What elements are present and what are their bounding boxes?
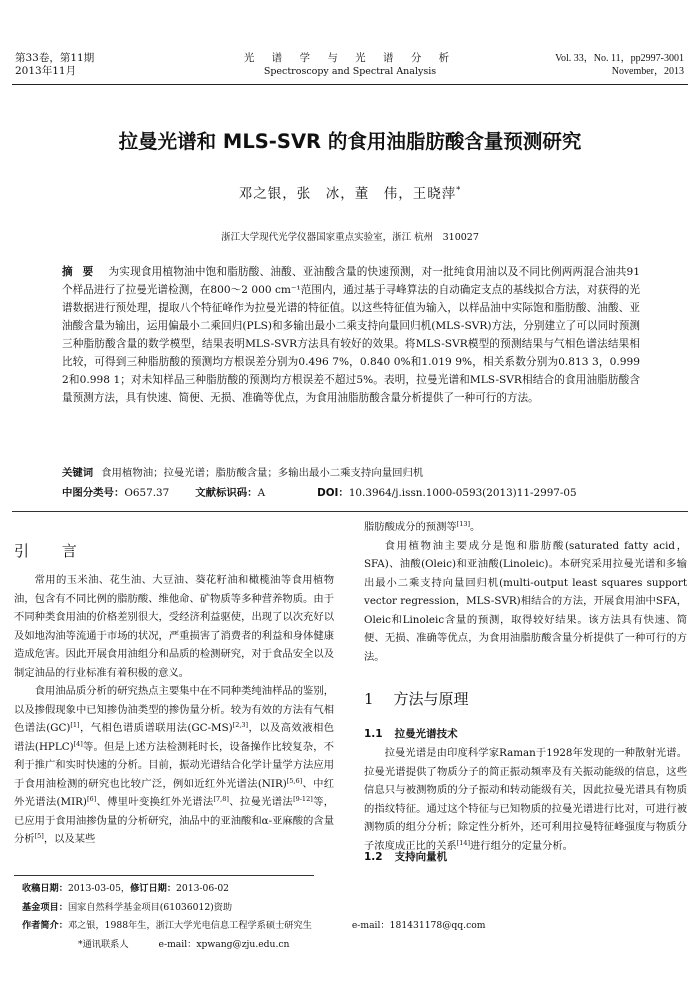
journal-date: 2013年11月 [15, 65, 77, 77]
intro-paragraph-2: 食用油品质分析的研究热点主要集中在不同种类纯油样品的鉴别，以及掺假现象中已知掺伪油类型的掺伪量分析。较为有效的方法有气相色谱法(GC)[1]，气相色谱质谱联用法(GC-MS)[2,3]，以及高效液相色谱法(HPLC)[4]等。但是上述方法检测耗时长，设备操作比较复杂，不利于推广和实时快速的分析。目前，振动光谱结合化学计量学方法应用于食用油检测的研究也比较广泛，例如近红外光谱法(NIR)[5,6]、中红外光谱法(MIR)[6]、傅里叶变换红外光谱法[7,8]、拉曼光谱法[9-12]等，已应用于食用油掺伪量的分析研究，油品中的亚油酸和α-亚麻酸的含量分析[5]，以及某些 [14, 685, 335, 845]
contact-email[interactable]: e-mail：xpwang@zju.edu.cn [158, 938, 290, 950]
section-title: 方法与原理 [393, 690, 469, 708]
citation-ref[interactable]: [13] [456, 520, 471, 528]
footnote-divider [14, 875, 314, 876]
raman-paragraph: 拉曼光谱是由印度科学家Raman于1928年发现的一种散射光谱。拉曼光谱提供了物质分子的简正振动频率及有关振动能级的信息，这些信息只与被测物质的分子振动和转动能级有关，因此拉曼光谱具有物质的指纹特征。通过这个特征与已知物质的拉曼光谱进行比对，可进行被测物质的组分分析；除定性分析外，还可利用拉曼特征峰强度与物质分子浓度成正比的关系[14]进行组分的定量分析。 [364, 747, 687, 852]
journal-month: November，2013 [611, 66, 684, 77]
paper-title: 拉曼光谱和 MLS-SVR 的食用油脂肪酸含量预测研究 [118, 130, 582, 153]
citation-ref[interactable]: [6] [86, 795, 97, 803]
footnote-funding: 基金项目：国家自然科学基金项目(61036012)资助 [22, 901, 233, 913]
doc-code-label: 文献标识码： [195, 487, 258, 499]
citation-ref[interactable]: [14] [456, 838, 471, 847]
classification-line [62, 484, 662, 502]
citation-ref[interactable]: [2,3] [232, 721, 249, 729]
author-email[interactable]: e-mail：181431178@qq.com [351, 920, 486, 931]
clc-value: O657.37 [124, 487, 170, 499]
affiliation: 浙江大学现代光学仪器国家重点实验室，浙江 杭州 310027 [221, 232, 479, 243]
intro-body [14, 571, 334, 849]
citation-ref[interactable]: [7,8] [213, 795, 229, 803]
corresponding-author-mark: * [456, 185, 462, 195]
abstract-text: 为实现食用植物油中饱和脂肪酸、油酸、亚油酸含量的快速预测，对一批纯食用油以及不同比例两两混合油共91个样品进行了拉曼光谱检测，在800～2 000 cm⁻¹范围内，通过基于寻峰算法的自动确定支点的基线拟合方法，对获得的光谱数据进行预处理，提取八个特征峰作为拉曼光谱的特征值。以这些特征值为输入，以样品油中实际饱和脂肪酸、油酸、亚油酸含量为输出，运用偏最小二乘回归(PLS)和多输出最小二乘支持向量回归机(MLS-SVR)方法，分别建立了可以同时预测三种脂肪酸含量的数学模型，结果表明MLS-SVR方法具有较好的效果。将MLS-SVR模型的预测结果与气相色谱法结果相比较，可得到三种脂肪酸的预测均方根误差分别为0.496 7%，0.840 0%和1.019 9%，相关系数分别为0.813 3，0.999 2和0.998 1；对未知样品三种脂肪酸的预测均方根误差不超过5%。表明，拉曼光谱和MLS-SVR相结合的食用油脂肪酸含量预测方法，具有快速、简便、无损、准确等优点，为食用油脂肪酸含量分析提供了一种可行的方法。 [62, 266, 640, 404]
keywords-label: 关键词 [62, 467, 94, 479]
citation-ref[interactable]: [5] [34, 832, 44, 840]
continued-text: 脂肪酸成分的预测等[13]。 [364, 520, 481, 533]
abstract [62, 263, 640, 407]
journal-pages: Vol. 33，No. 11，pp2997-3001 [555, 53, 684, 64]
clc-label: 中图分类号： [62, 487, 125, 499]
journal-pages-info [555, 52, 684, 78]
doc-code-value: A [257, 487, 266, 499]
abstract-label: 摘 要 [62, 266, 97, 278]
authors-names: 邓之银，张 冰，董 伟，王晓萍 [238, 186, 457, 202]
keywords [62, 464, 662, 482]
journal-name-en: Spectroscopy and Spectral Analysis [263, 66, 437, 77]
citation-ref[interactable]: [5,6] [286, 776, 303, 785]
citation-ref[interactable]: [1] [70, 721, 80, 729]
abstract-divider [12, 511, 688, 512]
intro-paragraph-1: 常用的玉米油、花生油、大豆油、葵花籽油和橄榄油等食用植物油，包含有不同比例的脂肪酸、维他命、矿物质等多种营养物质。由于不同种类食用油的价格差别很大，受经济利益驱使，出现了以次充好以及如地沟油等流通于市场的状况，严重损害了消费者的利益和身体健康造成危害。因此开展食用油组分和品质的检测研究，对于食品安全以及制定油品的行业标准有着积极的意义。 [14, 574, 334, 679]
keywords-text: 食用植物油；拉曼光谱；脂肪酸含量；多输出最小二乘支持向量回归机 [101, 467, 424, 479]
citation-ref[interactable]: [9-12] [293, 795, 313, 803]
journal-volume: 第33卷，第11期 [15, 52, 95, 64]
right-column-top [364, 518, 687, 666]
subsection-heading-svm: 1.2 支持向量机 [364, 851, 448, 863]
journal-name-cn: 光 谱 学 与 光 谱 分 析 [243, 52, 457, 64]
author-list [0, 182, 700, 202]
section-number: 1 [364, 690, 374, 708]
footnote-author-bio: 作者简介：邓之银，1988年生，浙江大学光电信息工程学系硕士研究生 e-mail：181431178@qq.com [22, 920, 486, 931]
intro-paragraph-3: 食用植物油主要成分是饱和脂肪酸(saturated fatty acid，SFA)、油酸(Oleic)和亚油酸(Linoleic)。本研究采用拉曼光谱和多输出最小二乘支持向量回归机(multi-output least squares support vector regression，MLS-SVR)相结合的方法，开展食用油中SFA，Oleic和Linoleic含量的预测，取得较好结果。该方法具有快速、简便、无损、准确等优点，为食用油脂肪酸含量分析提供了一种可行的方法。 [364, 539, 687, 663]
raman-body [364, 744, 687, 855]
footnote-contact: *通讯联系人 e-mail：xpwang@zju.edu.cn [78, 938, 290, 950]
footnote-dates: 收稿日期：2013-03-05，修订日期：2013-06-02 [22, 883, 230, 894]
header-divider [12, 84, 688, 85]
doi-link[interactable]: 10.3964/j.issn.1000-0593(2013)11-2997-05 [348, 487, 577, 499]
subsection-heading-raman: 1.1 拉曼光谱技术 [364, 728, 458, 740]
footnotes [22, 880, 682, 954]
citation-ref[interactable]: [4] [73, 739, 83, 748]
section-heading-methods [364, 688, 469, 709]
doi-label: DOI： [317, 487, 349, 499]
section-heading-intro: 引 言 [14, 542, 91, 560]
